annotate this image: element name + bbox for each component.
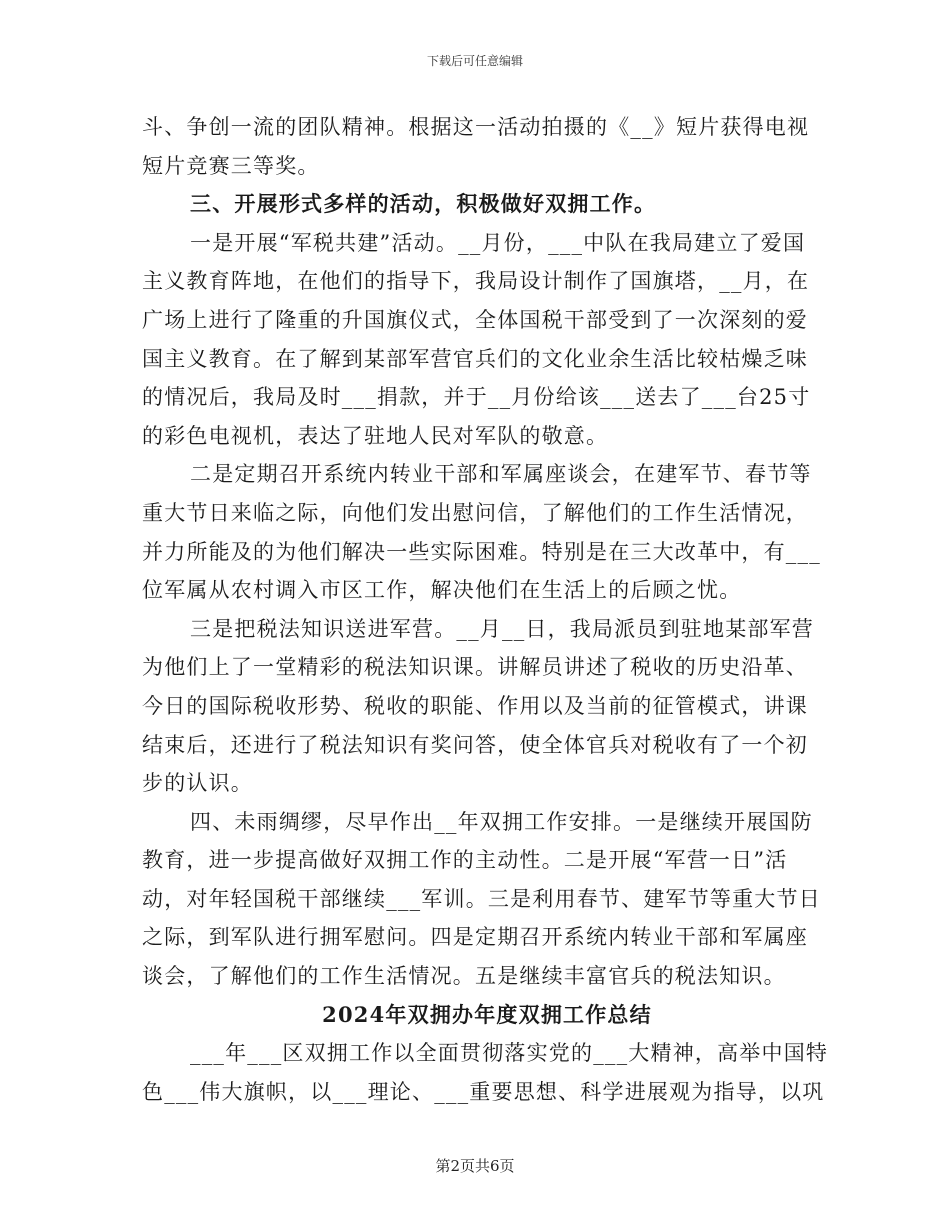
- paragraph-line: 重大节日来临之际，向他们发出慰问信，了解他们的工作生活情况，: [142, 500, 808, 525]
- section-heading: 三、开展形式多样的活动，积极做好双拥工作。: [190, 191, 657, 217]
- paragraph-line: 的情况后，我局及时___捐款，并于__月份给该___送去了___台25寸: [142, 385, 811, 410]
- document-body: [142, 108, 829, 1111]
- paragraph-line: 斗、争创一流的团队精神。根据这一活动拍摄的《__》短片获得电视: [142, 115, 810, 139]
- paragraph-line: 步的认识。: [142, 771, 253, 796]
- paragraph-line: 色___伟大旗帜，以___理论、___重要思想、科学进展观为指导，以巩: [142, 1079, 825, 1104]
- paragraph-line: 短片竞赛三等奖。: [142, 153, 320, 178]
- paragraph-line: 教育，进一步提高做好双拥工作的主动性。二是开展“军营一日”活: [142, 848, 788, 873]
- paragraph-line: 位军属从农村调入市区工作，解决他们在生活上的后顾之忧。: [142, 578, 742, 603]
- paragraph-line: 广场上进行了隆重的升国旗仪式，全体国税干部受到了一次深刻的爱: [142, 307, 808, 332]
- paragraph-line: 三是把税法知识送进军营。__月__日，我局派员到驻地某部军营: [190, 616, 814, 641]
- paragraph-line: ___年___区双拥工作以全面贯彻落实党的___大精神，高举中国特: [190, 1041, 829, 1066]
- paragraph-line: 今日的国际税收形势、税收的职能、作用以及当前的征管模式，讲课: [142, 693, 808, 718]
- document-title: 2024年双拥办年度双拥工作总结: [322, 1001, 652, 1027]
- paragraph-line: 一是开展“军税共建”活动。__月份，___中队在我局建立了爱国: [190, 230, 806, 255]
- paragraph-line: 为他们上了一堂精彩的税法知识课。讲解员讲述了税收的历史沿革、: [142, 655, 808, 680]
- paragraph-line: 并力所能及的为他们解决一些实际困难。特别是在三大改革中，有___: [142, 539, 821, 564]
- paragraph-line: 谈会，了解他们的工作生活情况。五是继续丰富官兵的税法知识。: [142, 964, 786, 989]
- paragraph-line: 主义教育阵地，在他们的指导下，我局设计制作了国旗塔，__月，在: [142, 269, 810, 294]
- paragraph-line: 的彩色电视机，表达了驻地人民对军队的敬意。: [142, 423, 609, 448]
- paragraph-line: 四、未雨绸缪，尽早作出__年双拥工作安排。一是继续开展国防: [190, 809, 813, 834]
- paragraph-line: 结束后，还进行了税法知识有奖问答，使全体官兵对税收有了一个初: [142, 732, 808, 757]
- paragraph-line: 动，对年轻国税干部继续___军训。三是利用春节、建军节等重大节日: [142, 886, 821, 911]
- paragraph-line: 之际，到军队进行拥军慰问。四是定期召开系统内转业干部和军属座: [142, 925, 808, 950]
- page-number: 第2页共6页: [435, 1157, 515, 1175]
- page-header: 下载后可任意编辑: [426, 54, 523, 68]
- paragraph-line: 国主义教育。在了解到某部军营官兵们的文化业余生活比较枯燥乏味: [142, 346, 808, 371]
- paragraph-line: 二是定期召开系统内转业干部和军属座谈会，在建军节、春节等: [190, 462, 812, 487]
